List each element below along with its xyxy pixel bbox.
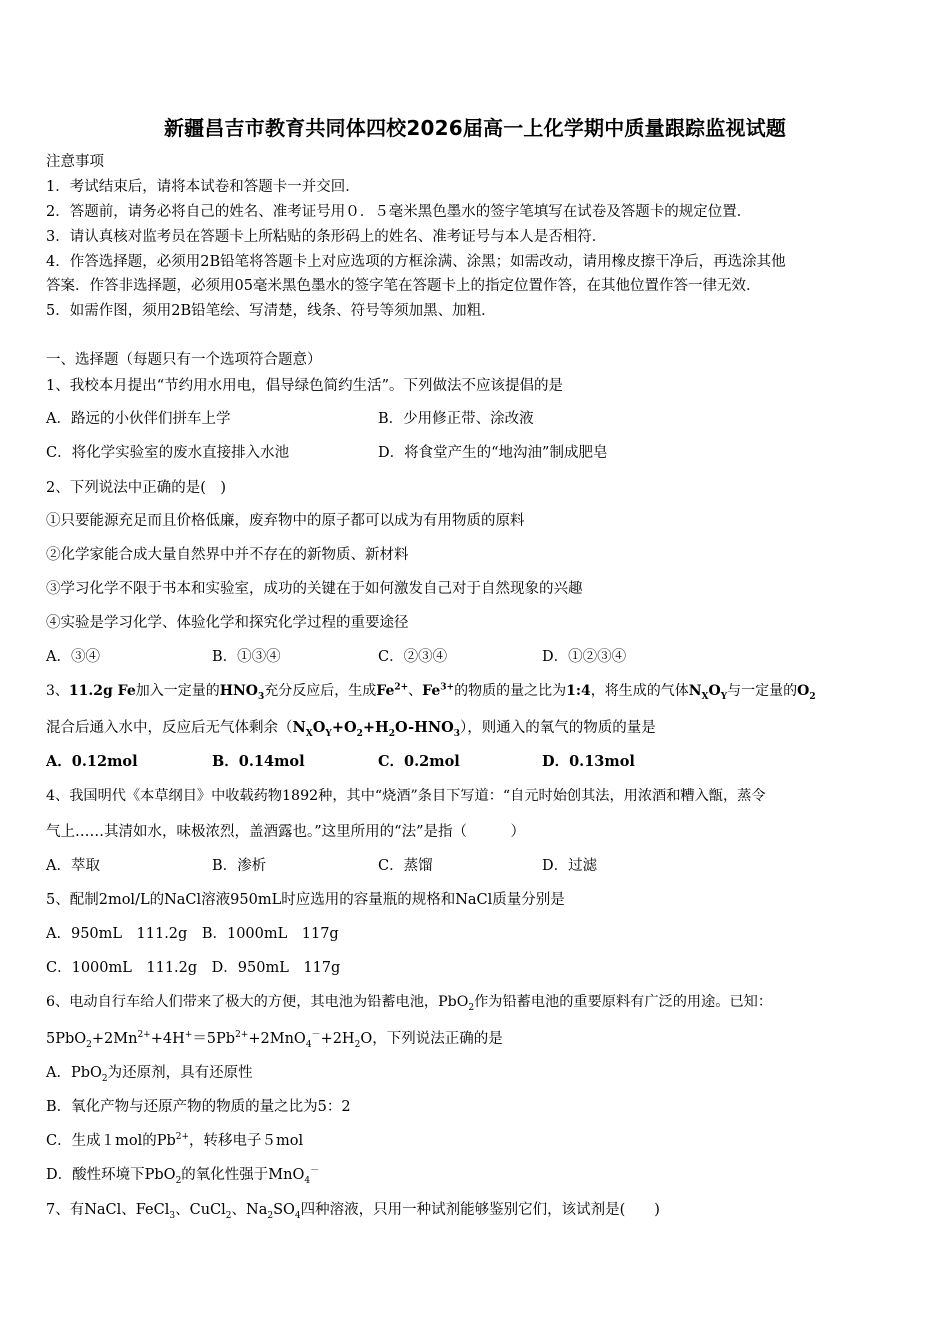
q1-option-a: A．路远的小伙伴们拼车上学 <box>46 411 231 427</box>
q7-text: SO <box>273 1202 295 1218</box>
q3-text: 2 <box>388 728 395 739</box>
q3-text: 2 <box>356 728 363 739</box>
q3-text: O <box>797 683 810 699</box>
q7-text: 3 <box>169 1210 176 1221</box>
q2-statement-4: ④实验是学习化学、体验化学和探究化学过程的重要途径 <box>46 615 409 631</box>
q6-stem-line-1 <box>46 992 772 1012</box>
q3-text: 与一定量的 <box>727 683 798 699</box>
q2-option-b: B．①③④ <box>212 649 281 665</box>
q2-stem: 2、下列说法中正确的是( ) <box>46 480 227 496</box>
q2-statement-1: ①只要能源充足而且价格低廉，废弃物中的原子都可以成为有用物质的原料 <box>46 513 525 529</box>
q6-text: + <box>184 1030 193 1041</box>
q3-text: 1:4 <box>566 683 591 699</box>
q6-option-a <box>46 1063 253 1083</box>
q3-text: +O <box>331 719 357 736</box>
q3-text: 混合后通入水中，反应后无气体剩余（ <box>46 720 293 736</box>
q3-text: 3+ <box>440 682 455 693</box>
q6-option-c <box>46 1131 303 1151</box>
q4-option-d: D．过滤 <box>542 858 598 874</box>
q3-text: O <box>312 719 326 736</box>
q3-text: 3 <box>453 728 461 739</box>
q6-text: 2+ <box>235 1030 249 1041</box>
q7-text: 2 <box>267 1210 274 1221</box>
q6-text: 为还原剂，具有还原性 <box>107 1065 253 1081</box>
page-title: 新疆昌吉市教育共同体四校2026届高一上化学期中质量跟踪监视试题 <box>163 116 787 140</box>
q3-text: Y <box>325 728 332 739</box>
notice-item-2: 2．答题前，请务必将自己的姓名、准考证号用０．５毫米黑色墨水的签字笔填写在试卷及答题卡的规定位置． <box>46 204 752 220</box>
q6-text: 4 <box>304 1175 311 1186</box>
q7-stem <box>46 1200 660 1220</box>
q6-text: C．生成１mol的Pb <box>46 1133 176 1149</box>
q2-option-a: A．③④ <box>46 649 100 665</box>
q3-text: 的物质的量之比为 <box>454 683 567 699</box>
q3-text: Fe <box>376 683 395 699</box>
q6-text: +2H <box>320 1031 355 1047</box>
q4-stem-line-2: 气上……其清如水，味极浓烈，盖酒露也。”这里所用的“法”是指（ ） <box>46 824 525 840</box>
q2-option-d: D．①②③④ <box>542 649 627 665</box>
q2-statement-2: ②化学家能合成大量自然界中并不存在的新物质、新材料 <box>46 547 409 563</box>
q3-text: N <box>292 719 306 736</box>
q6-text: 2+ <box>175 1132 190 1143</box>
q4-option-b: B．渗析 <box>212 858 267 874</box>
q1-option-c: C．将化学实验室的废水直接排入水池 <box>46 445 290 461</box>
q4-option-a: A．萃取 <box>46 858 100 874</box>
q3-text: N <box>688 683 702 699</box>
q3-text: 、 <box>408 683 423 699</box>
q3-text: O-HNO <box>395 719 454 736</box>
q3-text: 充分反应后，生成 <box>264 683 377 699</box>
notice-item-3: 3．请认真核对监考员在答题卡上所粘贴的条形码上的姓名、准考证号与本人是否相符． <box>46 229 607 245</box>
q3-option-c: C．0.2mol <box>378 753 460 770</box>
q5-options-row-2: C．1000mL 111.2g D．950mL 117g <box>46 960 341 976</box>
q6-text: 2 <box>468 1002 475 1013</box>
section-heading: 一、选择题（每题只有一个选项符合题意） <box>46 352 322 368</box>
q2-option-c: C．②③④ <box>378 649 448 665</box>
q6-text: ＝5Pb <box>192 1031 236 1047</box>
q6-text: 2 <box>175 1175 182 1186</box>
q3-text: 2 <box>809 691 816 702</box>
q6-text: 5PbO <box>46 1031 87 1047</box>
q7-text: 、CuCl <box>175 1202 226 1218</box>
q7-text: 四种溶液，只用一种试剂能够鉴别它们，该试剂是( ) <box>300 1202 660 1218</box>
q5-stem: 5、配制2mol/L的NaCl溶液950mL时应选用的容量瓶的规格和NaCl质量分别是 <box>46 892 565 908</box>
q3-stem-line-1 <box>46 681 816 701</box>
q5-options-row-1: A．950mL 111.2g B．1000mL 117g <box>46 926 339 942</box>
q6-text: 2 <box>354 1039 361 1050</box>
q3-text: ），则通入的氧气的物质的量是 <box>460 720 656 736</box>
q6-equation <box>46 1029 503 1049</box>
q6-text: － <box>311 1030 321 1041</box>
q3-option-a: A．0.12mol <box>46 753 138 770</box>
q6-text: D．酸性环境下PbO <box>46 1167 176 1183</box>
q3-text: +H <box>362 719 389 736</box>
q6-text: +2MnO <box>248 1031 306 1047</box>
q6-text: 4 <box>305 1039 312 1050</box>
q7-text: 、Na <box>231 1202 268 1218</box>
q6-text: +2Mn <box>91 1031 138 1047</box>
q6-text: A．PbO <box>46 1065 102 1081</box>
q3-text: X <box>305 728 313 739</box>
q3-text: ，将生成的气体 <box>590 683 689 699</box>
q3-text: 加入一定量的 <box>135 683 220 699</box>
q3-text: Fe <box>422 683 441 699</box>
q1-option-d: D．将食堂产生的“地沟油”制成肥皂 <box>378 445 608 461</box>
q3-text: Y <box>720 691 728 702</box>
q6-text: O，下列说法正确的是 <box>360 1031 503 1047</box>
notice-item-1: 1．考试结束后，请将本试卷和答题卡一并交回． <box>46 179 360 195</box>
q3-option-d: D．0.13mol <box>542 753 635 770</box>
q1-stem: 1、我校本月提出“节约用水用电，倡导绿色简约生活”。下列做法不应该提倡的是 <box>46 378 564 394</box>
q6-text: 2 <box>101 1073 108 1084</box>
q3-text: O <box>708 683 721 699</box>
q4-option-c: C．蒸馏 <box>378 858 433 874</box>
q3-stem-line-2 <box>46 718 656 738</box>
q7-text: 2 <box>225 1210 232 1221</box>
notice-heading: 注意事项 <box>46 154 104 170</box>
q7-text: 7、有NaCl、FeCl <box>46 1202 170 1218</box>
q3-text: X <box>701 691 709 702</box>
q6-text: 作为铅蓄电池的重要原料有广泛的用途。已知： <box>474 994 773 1010</box>
q4-stem-line-1: 4、我国明代《本草纲目》中收载药物1892种，其中“烧酒”条目下写道：“自元时始创其法，用浓酒和糟入甑，蒸令 <box>46 788 766 804</box>
q3-text: HNO <box>219 683 258 699</box>
notice-item-5: 5．如需作图，须用2B铅笔绘、写清楚，线条、符号等须加黑、加粗． <box>46 303 496 319</box>
q6-text: － <box>310 1166 320 1177</box>
q6-text: 的氧化性强于MnO <box>181 1167 305 1183</box>
q6-option-b: B．氧化产物与还原产物的物质的量之比为5：2 <box>46 1099 351 1115</box>
q1-option-b: B．少用修正带、涂改液 <box>378 411 534 427</box>
q6-option-d <box>46 1165 319 1185</box>
q3-text: 2+ <box>394 682 409 693</box>
q3-text: 3 <box>258 691 265 702</box>
notice-item-4-cont: 答案．作答非选择题，必须用05毫米黑色墨水的签字笔在答题卡上的指定位置作答，在其他位置作答一律无效． <box>46 278 761 294</box>
q6-text: 6、电动自行车给人们带来了极大的方便，其电池为铅蓄电池，PbO <box>46 994 469 1010</box>
q3-option-b: B．0.14mol <box>212 753 305 770</box>
notice-item-4: 4．作答选择题，必须用2B铅笔将答题卡上对应选项的方框涂满、涂黑；如需改动，请用橡皮擦干净后，再选涂其他 <box>46 254 786 270</box>
q6-text: 2 <box>86 1039 92 1050</box>
q6-text: +4H <box>150 1031 185 1047</box>
q6-text: 2+ <box>137 1030 151 1041</box>
q6-text: ，转移电子５mol <box>189 1133 304 1149</box>
q2-statement-3: ③学习化学不限于书本和实验室，成功的关键在于如何激发自己对于自然现象的兴趣 <box>46 581 583 597</box>
q3-text: 11.2g Fe <box>68 683 136 699</box>
q3-text: 3、 <box>46 683 69 699</box>
q7-text: 4 <box>294 1210 301 1221</box>
